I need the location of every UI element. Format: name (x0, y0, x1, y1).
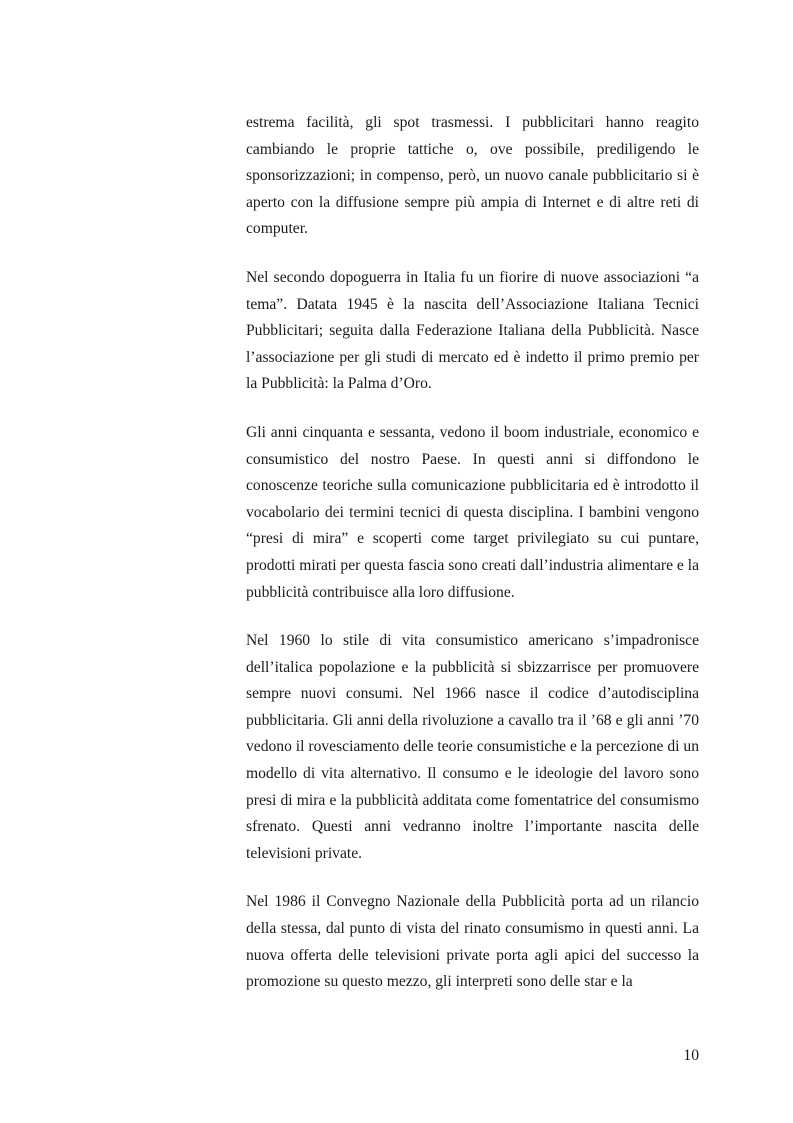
paragraph-4: Nel 1960 lo stile di vita consumistico americano s’impadronisce dell’italica popolazione e la pubblicità si sbizzarrisce per promuovere sempre nuovi consumi. Nel 1966 nasce il codice d’autodisciplina pubblicitaria. Gli anni della rivoluzione a cavallo tra il ’68 e gli anni ’70 vedono il rovesciamento delle teorie consumistiche e la percezione di un modello di vita alternativo. Il consumo e le ideologie del lavoro sono presi di mira e la pubblicità additata come fomentatrice del consumismo sfrenato. Questi anni vedranno inoltre l’importante nascita delle televisioni private. (246, 632, 699, 862)
body-text (246, 110, 699, 1018)
paragraph-1: estrema facilità, gli spot trasmessi. I pubblicitari hanno reagito cambiando le proprie tattiche o, ove possibile, prediligendo le sponsorizzazioni; in compenso, però, un nuovo canale pubblicitario si è aperto con la diffusione sempre più ampia di Internet e di altre reti di computer. (246, 114, 699, 238)
paragraph-3: Gli anni cinquanta e sessanta, vedono il boom industriale, economico e consumistico del nostro Paese. In questi anni si diffondono le conoscenze teoriche sulla comunicazione pubblicitaria ed è introdotto il vocabolario dei termini tecnici di questa disciplina. I bambini vengono “presi di mira” e scoperti come target privilegiato su cui puntare, prodotti mirati per questa fascia sono creati dall’industria alimentare e la pubblicità contribuisce alla loro diffusione. (246, 423, 699, 601)
page-number: 10 (683, 1047, 699, 1064)
paragraph-2: Nel secondo dopoguerra in Italia fu un fiorire di nuove associazioni “a tema”. Datata 1945 è la nascita dell’Associazione Italiana Tecnici Pubblicitari; seguita dalla Federazione Italiana della Pubblicità. Nasce l’associazione per gli studi di mercato ed è indetto il primo premio per la Pubblicità: la Palma d’Oro. (246, 268, 699, 393)
paragraph-5: Nel 1986 il Convegno Nazionale della Pubblicità porta ad un rilancio della stessa, dal punto di vista del rinato consumismo in questi anni. La nuova offerta delle televisioni private porta agli apici del successo la promozione su questo mezzo, gli interpreti sono delle star e la (246, 893, 699, 991)
